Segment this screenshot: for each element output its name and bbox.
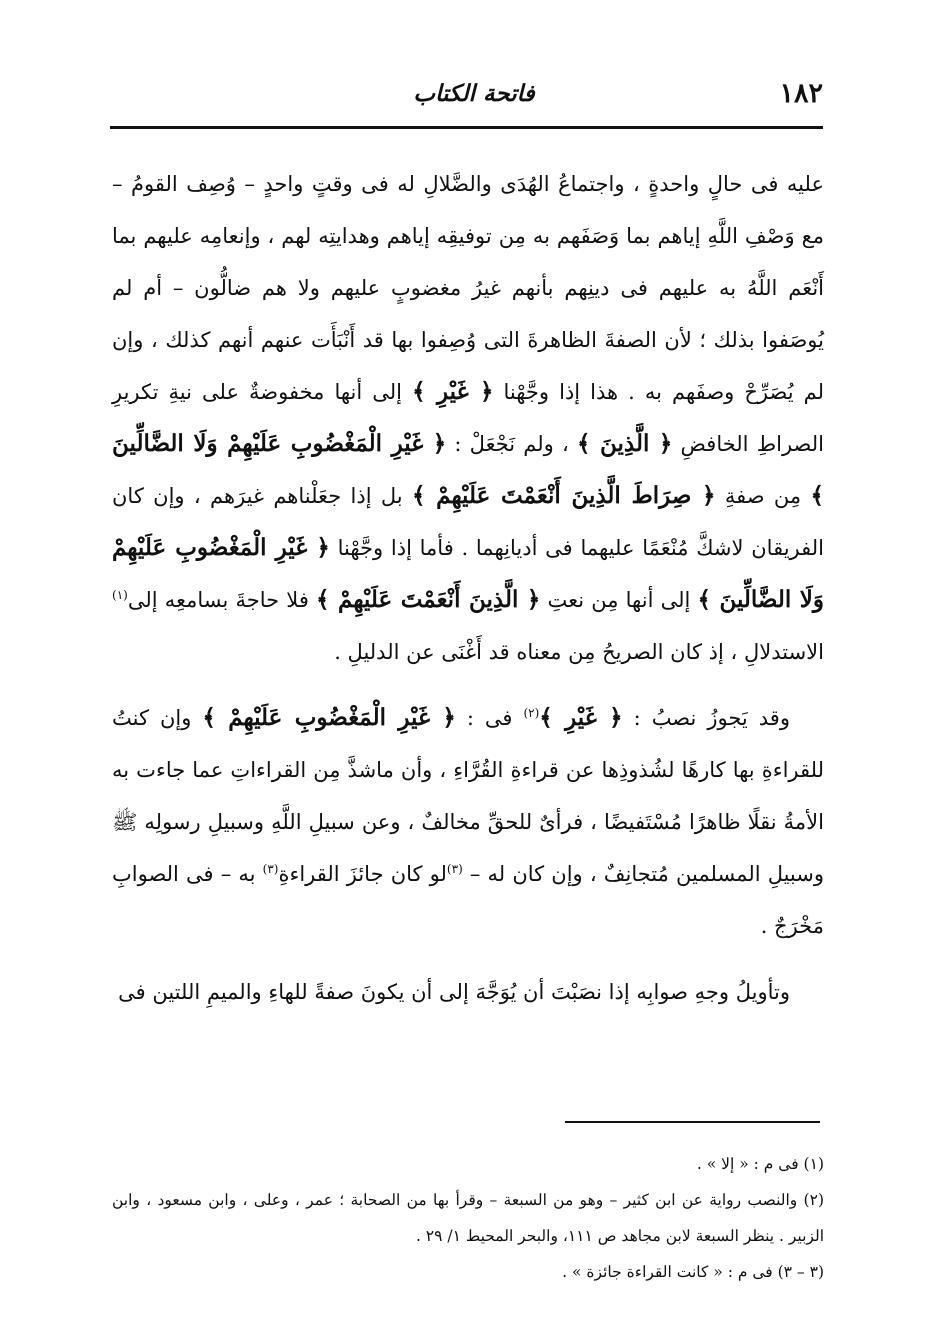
p1-text-1: عليه فى حالٍ واحدةٍ ، واجتماعُ الهُدَى والضَّلالِ له فى وقتٍ واحدٍ – وُصِف القومُ – مع وَصْفِ اللَّهِ إياهم بما وَصَفَهم به مِن توفيقِه إياهم وهدايتِه لهم ، وإنعامِه عليهم بما أَنْعَم اللَّهُ به عليهم فى دينِهم بأنهم غيرُ مغضوبٍ عليهم ولا هم ضالُّون – أم لم يُوصَفوا بذلك ؛ لأن الصفةَ الظاهرةَ التى وُصِفوا بها قد أَنْبَأَت عنهم أنهم كذلك ، وإن لم يُصَرِّحْ وصفَهم به . هذا إذا وجَّهْنا bbox=[112, 172, 824, 404]
p1-text-2: إلى أنها مخفوضةٌ على نيةِ تكريرِ الصراطِ الخافضِ bbox=[112, 380, 824, 456]
p1-text-6: إلى أنها مِن نعتِ bbox=[540, 588, 698, 612]
quran-quote: ﴿ غَيْرِ الْمَغْضُوبِ عَلَيْهِمْ وَلَا الضَّالِّينَ ﴾ bbox=[112, 534, 824, 613]
quran-quote: ﴿ غَيْرِ ﴾ bbox=[539, 704, 623, 731]
p1-text-4: مِن صفةِ bbox=[715, 484, 811, 508]
p1-text-7: فلا حاجةَ بسامعِه إلى bbox=[127, 588, 317, 612]
quran-quote: ﴿ غَيْرِ ﴾ bbox=[412, 378, 494, 405]
footnote-marker-3-close: (٣) bbox=[262, 862, 279, 876]
quran-quote: ﴿ غَيْرِ الْمَغْضُوبِ عَلَيْهِمْ ﴾ bbox=[202, 704, 456, 731]
quran-quote: ﴿ صِرَاطَ الَّذِينَ أَنْعَمْتَ عَلَيْهِمْ ﴾ bbox=[411, 482, 716, 509]
paragraph-3: وتأويلُ وجهِ صوابِه إذا نصَبْتَ أن يُوَجَّهَ إلى أن يكونَ صفةً للهاءِ والميمِ اللتين فى bbox=[118, 980, 790, 1004]
footnote-marker-2: (٢) bbox=[523, 706, 540, 720]
footnote-1: (١) فى م : « إلا » . bbox=[696, 1155, 824, 1173]
p1-text-5: بل إذا جعَلْناهم غيرَهم ، وإن كان الفريقان لاشكَّ مُنْعَمًا عليهما فى أديانِهما . فأما إذا وجَّهْنا bbox=[112, 484, 824, 560]
header-rule bbox=[110, 126, 823, 129]
quran-quote: ﴿ الَّذِينَ ﴾ bbox=[576, 430, 673, 457]
running-title: فاتحة الكتاب bbox=[413, 80, 535, 107]
footnote-2: (٢) والنصب رواية عن ابن كثير – وهو من السبعة – وقرأ بها من الصحابة ؛ عمر ، وعلى ، وابن مسعود ، وابن الزبير . ينظر السبعة لابن مجاهد ص ١١١، والبحر المحيط ١/ ٢٩ . bbox=[112, 1191, 824, 1245]
footnote-marker-1: (١) bbox=[112, 588, 128, 602]
footnote-rule bbox=[565, 1121, 820, 1123]
p1-text-3: ، ولم نَجْعَلْ : bbox=[446, 432, 577, 456]
main-text bbox=[112, 158, 824, 1032]
quran-quote: ﴿ غَيْرِ الْمَغْضُوبِ عَلَيْهِمْ وَلَا الضَّالِّينَ ﴾ bbox=[112, 430, 824, 509]
paragraph-1 bbox=[112, 158, 824, 678]
quran-quote: ﴿ الَّذِينَ أَنْعَمْتَ عَلَيْهِمْ ﴾ bbox=[316, 586, 541, 613]
p2-text-1: وقد يَجوزُ نصبُ : bbox=[622, 706, 790, 730]
paragraph-2 bbox=[112, 692, 824, 952]
p2-text-4: لو كان جائزَ القراءةِ bbox=[278, 862, 447, 886]
p1-text-8: الاستدلالِ ، إذ كان الصريحُ مِن معناه قد أَغْنَى عن الدليلِ . bbox=[334, 640, 824, 664]
page-number: ١٨٢ bbox=[779, 78, 823, 109]
footnote-marker-3-open: (٣) bbox=[446, 862, 463, 876]
p2-text-3: وإن كنتُ للقراءةِ بها كارهًا لشُذوذِها عن قراءةِ القُرَّاءِ ، وأن ماشذَّ مِن القراءاتِ عما جاءت به الأمةُ نقلًا ظاهرًا مُسْتَفيضًا ، فرأىٌ للحقِّ مخالفٌ ، وعن سبيلِ اللَّهِ وسبيلِ رسولِه ﷺ وسبيلِ المسلمين مُتجانِفٌ ، وإن كان له – bbox=[112, 706, 825, 886]
footnote-3: (٣ – ٣) فى م : « كانت القراءة جائزة » . bbox=[562, 1263, 824, 1281]
p2-text-2: فى : bbox=[455, 706, 524, 730]
p2-text-5: به – فى الصوابِ مَخْرَجٌ . bbox=[112, 862, 824, 938]
footnotes bbox=[112, 1146, 824, 1290]
